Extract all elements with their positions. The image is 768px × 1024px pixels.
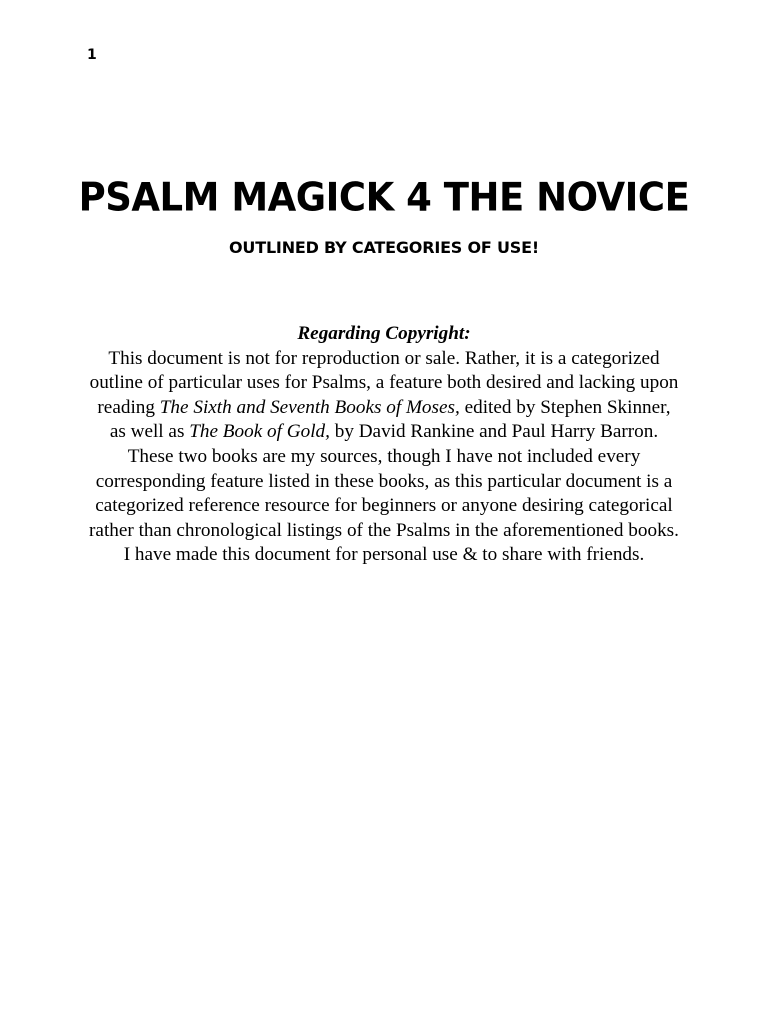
copyright-text-segment: This document is not for reproduction or sale. Rather, it is a categorized outline of particular uses for Psalms, a feature both desired and lacking upon reading — [89, 347, 679, 418]
copyright-heading: Regarding Copyright: — [297, 323, 471, 344]
copyright-text-segment: by David Rankine and Paul Harry Barron. These two books are my sources, though I have not included every corresponding feature listed in these books, as this particular document is a categorized reference resource for beginners or anyone desiring categorical rather than chronological listings of the Psalms in the aforementioned books. — [89, 421, 679, 541]
copyright-body — [89, 348, 679, 541]
copyright-closing: I have made this document for personal use & to share with friends. — [123, 544, 645, 566]
page-number: 1 — [87, 47, 97, 63]
copyright-notice — [88, 322, 680, 568]
document-subtitle: OUTLINED BY CATEGORIES OF USE! — [229, 238, 539, 257]
book-title-book-of-gold: The Book of Gold, — [189, 421, 330, 443]
copyright-text-segment: edited by Stephen Skinner, as well as — [109, 396, 671, 443]
book-title-sixth-seventh-books: The Sixth and Seventh Books of Moses, — [159, 396, 460, 418]
document-title: PSALM MAGICK 4 THE NOVICE — [78, 174, 690, 221]
